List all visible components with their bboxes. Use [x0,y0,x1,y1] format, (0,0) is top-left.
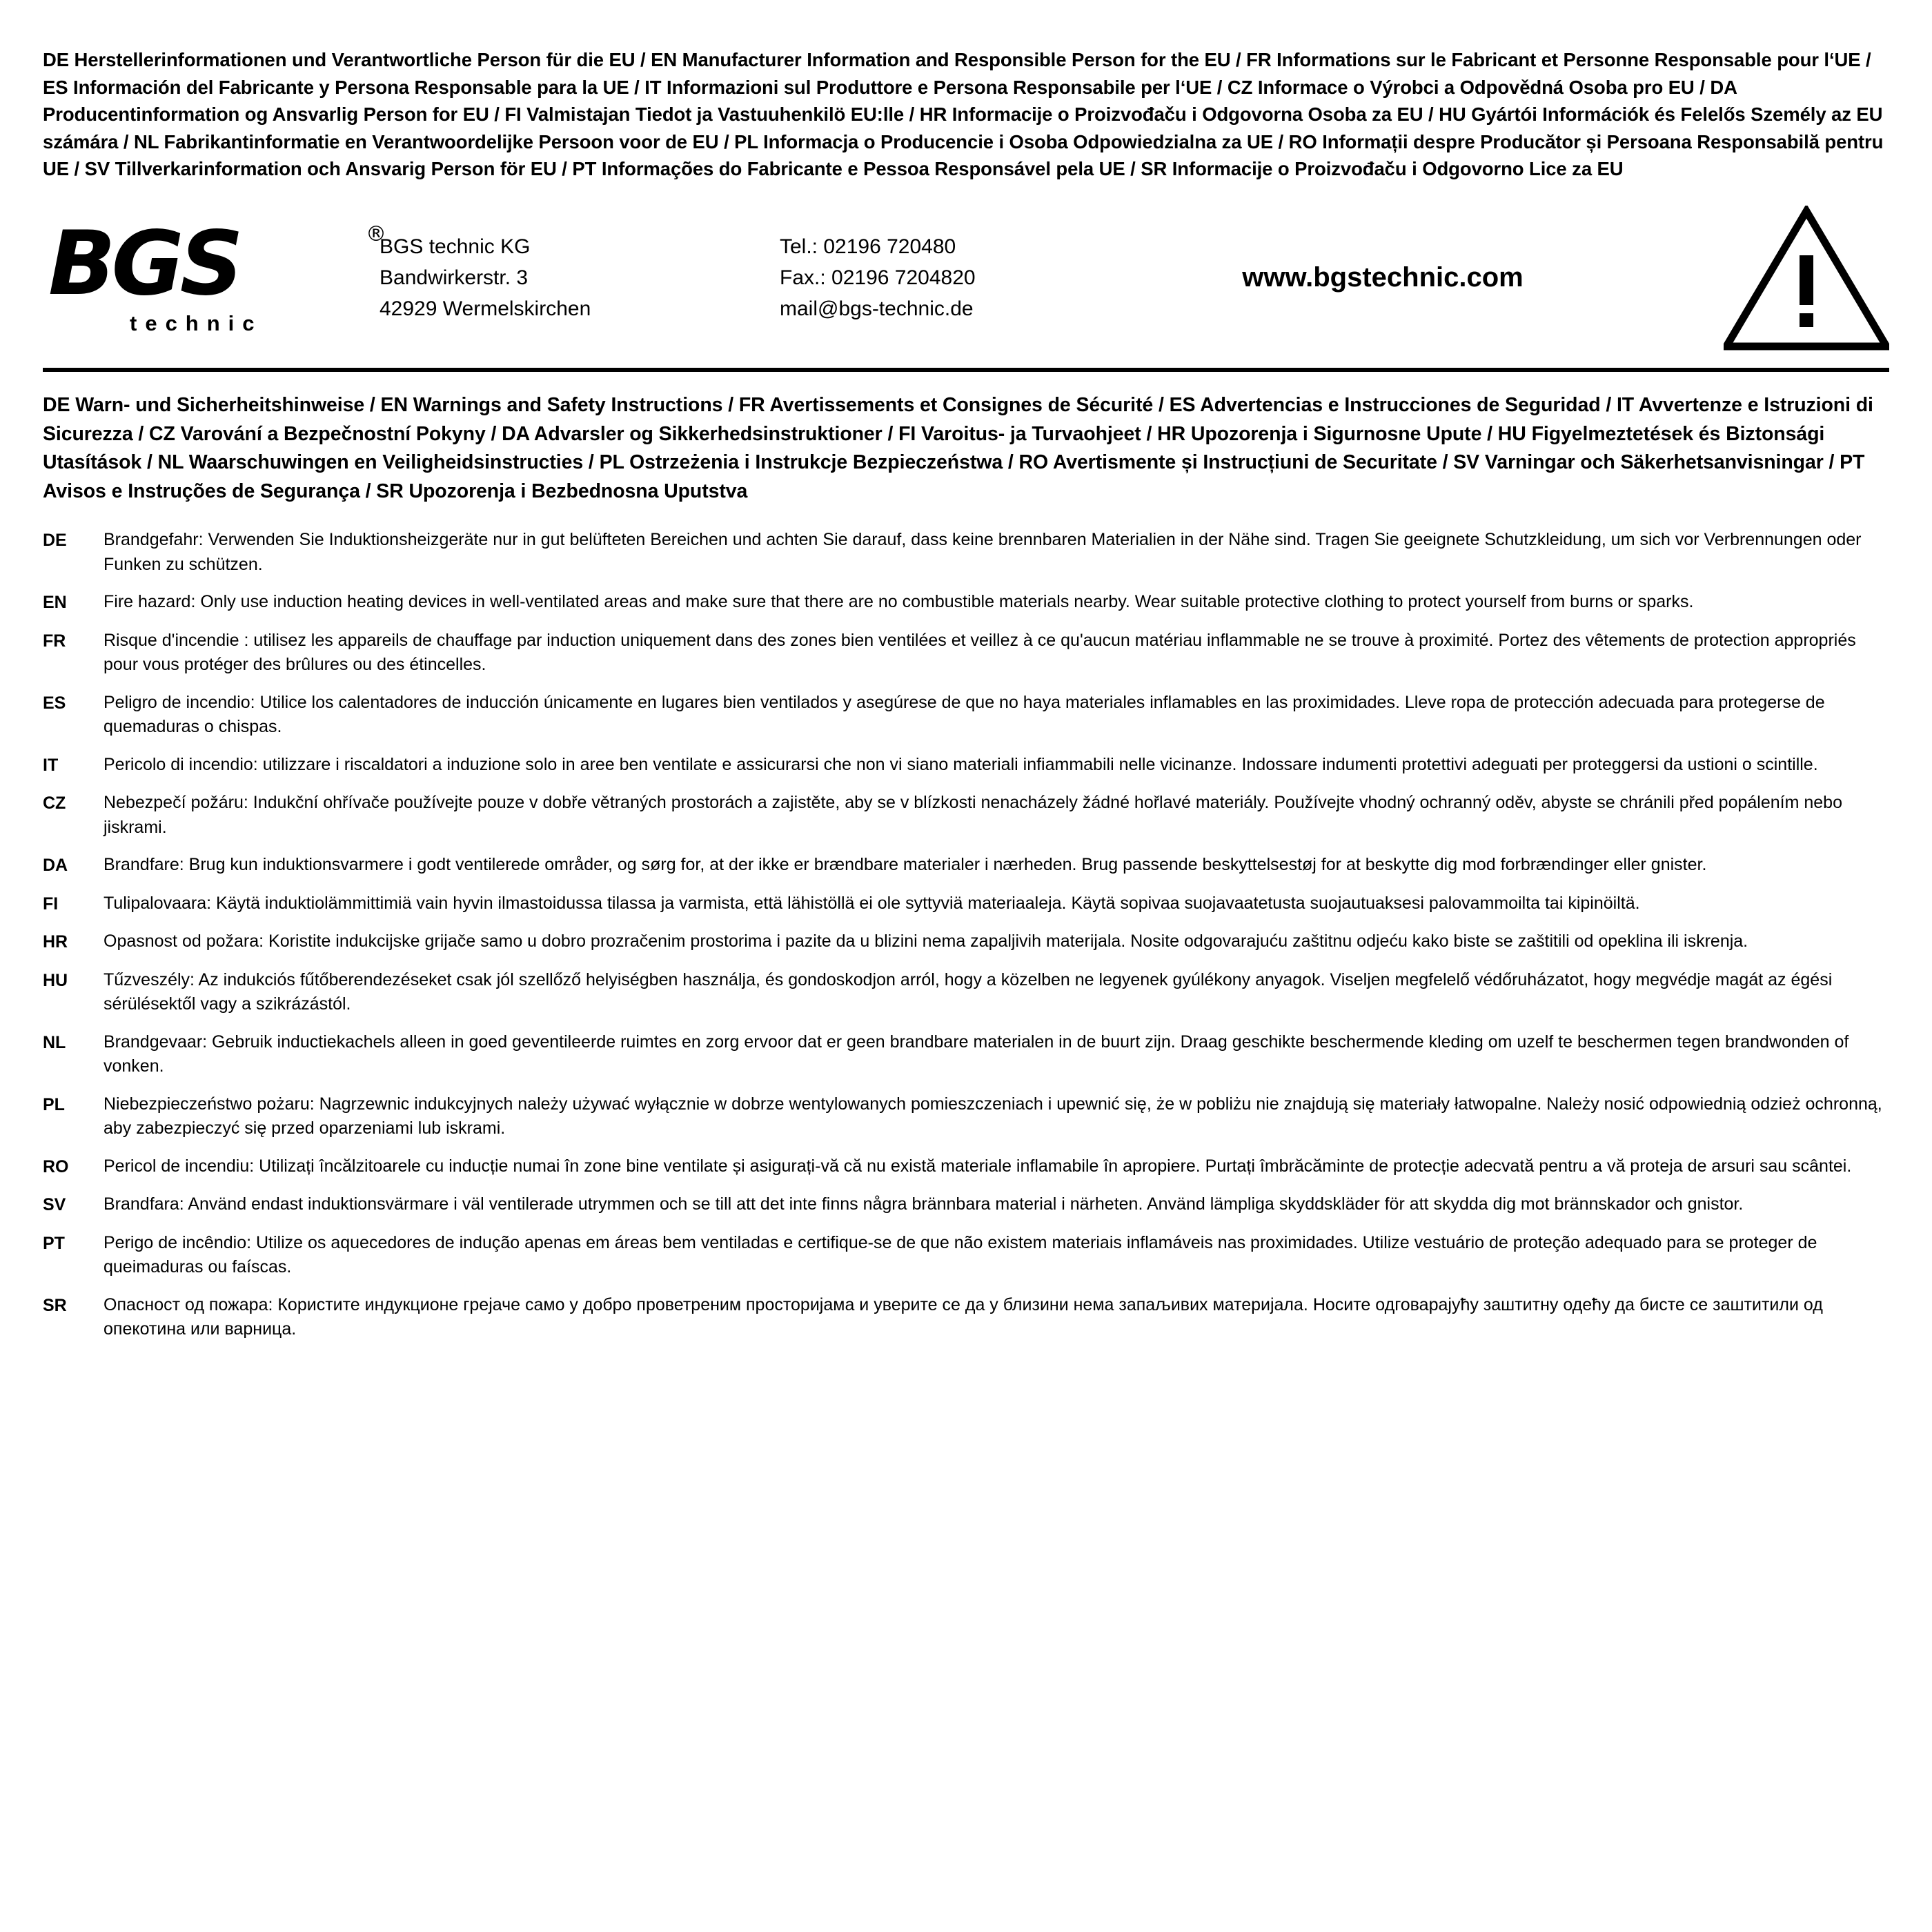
list-item [43,1154,1889,1180]
warning-text: Opasnost od požara: Koristite indukcijske grijače samo u dobro prozračenim prostorima i pazite da u blizini nema zapaljivih materijala. Nosite odgovarajuću zaštitnu odjeću kako biste se zaštitili od opeklina ili iskrenja. [103,931,1748,952]
list-item [43,1231,1889,1280]
logo-subtext: technic [130,310,263,335]
warning-text: Опасност од пожара: Користите индукционе грејаче само у добро проветреним просторијама и уверите се да у близини нема запаљивих материјала. Носите одговарајућу заштитну одећу да бисте се заштитили од опекотина или варница. [103,1294,1823,1339]
warning-text: Brandgefahr: Verwenden Sie Induktionsheizgeräte nur in gut belüfteten Bereichen und achten Sie darauf, dass keine brennbaren Materialien in der Nähe sind. Tragen Sie geeignete Schutzkleidung, um sich vor Verbrennungen oder Funken zu schützen. [103,530,1862,574]
registered-trademark-icon: ® [366,221,386,246]
language-code: ES [43,693,66,713]
language-code: DA [43,856,68,876]
list-item [43,853,1889,878]
warning-text: Pericol de incendiu: Utilizați încălzitoarele cu inducție numai în zone bine ventilate și asigurați-vă că nu există materiale inflamabile în apropiere. Purtați îmbrăcăminte de protecție adecvată pentru a vă proteja de arsuri sau scântei. [103,1156,1852,1176]
warning-text: Peligro de incendio: Utilice los calentadores de inducción únicamente en lugares bien ventilados y asegúrese de que no haya materiales inflamables en las proximidades. Lleve ropa de protección adecuada para protegerse de quemaduras o chispas. [103,692,1825,737]
warning-text: Nebezpečí požáru: Indukční ohřívače používejte pouze v dobře větraných prostorách a zajistěte, aby se v blízkosti nenacházely žádné hořlavé materiály. Používejte vhodný ochranný oděv, abyste se chránili před popálením nebo jiskrami. [103,793,1842,837]
warning-text: Brandfare: Brug kun induktionsvarmere i godt ventilerede områder, og sørg for, at der ikke er brændbare materialer i nærheden. Brug passende beskyttelsestøj for at beskytte dig mod forbrændinger eller gnister. [103,855,1707,875]
list-item [43,691,1889,740]
warning-text: Risque d'incendie : utilisez les appareils de chauffage par induction uniquement dans des zones bien ventilées et veillez à ce qu'aucun matériau inflammable ne se trouve à proximité. Portez des vêtements de protection appropriés pour vous protéger des brûlures ou des étincelles. [103,630,1856,675]
company-email[interactable]: mail@bgs-technic.de [780,297,974,321]
company-tel: Tel.: 02196 720480 [780,235,956,259]
language-code: PT [43,1233,65,1253]
company-fax: Fax.: 02196 7204820 [780,266,976,290]
logo-wordmark-text: BGS [48,212,239,315]
company-info-band [43,198,1889,372]
language-code: FI [43,894,59,914]
warning-text: Tűzveszély: Az indukciós fűtőberendezéseket csak jól szellőző helyiségben használja, és gondoskodjon arról, hogy a közelben ne legyenek gyúlékony anyagok. Viseljen megfelelő védőruházatot, hogy megvédje magát az égési sérülésektől vagy a szikrázástól. [103,969,1833,1014]
list-item [43,929,1889,955]
safety-instructions-heading: DE Warn- und Sicherheitshinweise / EN Warnings and Safety Instructions / FR Avertissements et Consignes de Sécurité / ES Advertencias e Instrucciones de Seguridad / IT Avvertenze e Istruzioni di Sicurezza / CZ Varování a Bezpečnostní Pokyny / DA Advarsler og Sikkerhedsinstruktioner / FI Varoitus- ja Turvaohjeet / HR Upozorenja i Sigurnosne Upute / HU Figyelmeztetések és Biztonsági Utasítások / NL Waarschuwingen en Veiligheidsinstructies / PL Ostrzeżenia i Instrukcje Bezpieczeństwa / RO Avertismente și Instrucțiuni de Securitate / SV Varningar och Säkerhetsanvisningar / PT Avisos e Instruções de Segurança / SR Upozorenja i Bezbednosna Uputstva [43,393,1873,502]
warning-text: Perigo de incêndio: Utilize os aquecedores de indução apenas em áreas bem ventiladas e certifique-se de que não existem materiais inflamáveis nas proximidades. Utilize vestuário de proteção adequado para se proteger de queimaduras ou faíscas. [103,1232,1817,1277]
list-item [43,528,1889,577]
language-code: PL [43,1094,65,1114]
company-city: 42929 Wermelskirchen [379,297,591,321]
list-item [43,590,1889,615]
logo-wordmark [48,212,386,315]
language-code: NL [43,1032,66,1052]
list-item [43,791,1889,840]
bgs-logo [43,212,386,336]
language-code: FR [43,631,66,651]
list-item [43,1030,1889,1079]
list-item [43,753,1889,778]
language-code: RO [43,1156,69,1176]
language-code: HR [43,932,68,952]
warning-text: Fire hazard: Only use induction heating devices in well-ventilated areas and make sure that there are no combustible materials nearby. Wear suitable protective clothing to protect yourself from burns or sparks. [103,592,1694,612]
warning-text: Niebezpieczeństwo pożaru: Nagrzewnic indukcyjnych należy używać wyłącznie w dobrze wentylowanych pomieszczeniach i upewnić się, że w pobliżu nie znajdują się materiały łatwopalne. Należy nosić odpowiednią odzież ochronną, aby zabezpieczyć się przed oparzeniami lub iskrami. [103,1094,1882,1138]
language-code: SV [43,1195,66,1215]
company-contact [780,231,1104,324]
company-street: Bandwirkerstr. 3 [379,266,529,290]
list-item [43,629,1889,678]
warnings-list [43,528,1889,1342]
warning-text: Pericolo di incendio: utilizzare i riscaldatori a induzione solo in aree ben ventilate e assicurarsi che non vi siano materiali infiammabili nelle vicinanze. Indossare indumenti protettivi adeguati per proteggersi da ustioni o scintille. [103,754,1818,774]
company-name: BGS technic KG [379,235,531,259]
list-item [43,1293,1889,1342]
language-code: HU [43,970,68,990]
warning-triangle-container [1717,206,1889,351]
company-website[interactable]: www.bgstechnic.com [1242,262,1524,293]
list-item [43,1192,1889,1218]
company-address [367,231,780,324]
list-item [43,891,1889,917]
language-code: EN [43,593,67,613]
warning-triangle-icon [1724,206,1889,351]
list-item [43,1092,1889,1141]
language-code: DE [43,531,67,551]
warning-text: Tulipalovaara: Käytä induktiolämmittimiä vain hyvin ilmastoidussa tilassa ja varmista, että lähistöllä ei ole syttyviä materiaaleja. Käytä sopivaa suojavaatetusta suojautuaksesi palovammoilta tai kipinöiltä. [103,893,1640,913]
language-code: IT [43,755,59,775]
language-code: SR [43,1295,67,1315]
warning-text: Brandgevaar: Gebruik inductiekachels alleen in goed geventileerde ruimtes en zorg ervoor dat er geen brandbare materialen in de buurt zijn. Draag geschikte beschermende kleding om uzelf te beschermen tegen brandwonden of vonken. [103,1032,1849,1076]
language-code: CZ [43,793,66,814]
list-item [43,968,1889,1017]
manufacturer-info-heading: DE Herstellerinformationen und Verantwortliche Person für die EU / EN Manufacturer Information and Responsible Person for the EU / FR Informations sur le Fabricant et Personne Responsable pour l‘UE / ES Información del Fabricante y Persona Responsable para la UE / IT Informazioni sul Produttore e Persona Responsabile per l‘UE / CZ Informace o Výrobci a Odpovědná Osoba pro EU / DA Producentinformation og Ansvarlig Person for EU / FI Valmistajan Tiedot ja Vastuuhenkilö EU:lle / HR Informacije o Proizvođaču i Odgovorna Osoba za EU / HU Gyártói Információk és Felelős Személy az EU számára / NL Fabrikantinformatie en Verantwoordelijke Persoon voor de EU / PL Informacja o Producencie i Osoba Odpowiedzialna za UE / RO Informații despre Producător și Persoana Responsabilă pentru UE / SV Tillverkarinformation och Ansvarig Person för EU / PT Informações do Fabricante e Pessoa Responsável pela UE / SR Informacije o Proizvođaču i Odgovorno Lice za EU [43,49,1884,180]
warning-text: Brandfara: Använd endast induktionsvärmare i väl ventilerade utrymmen och se till att det inte finns några brännbara material i närheten. Använd lämpliga skyddskläder för att skydda dig mot brännskador och gnistor. [103,1194,1744,1214]
